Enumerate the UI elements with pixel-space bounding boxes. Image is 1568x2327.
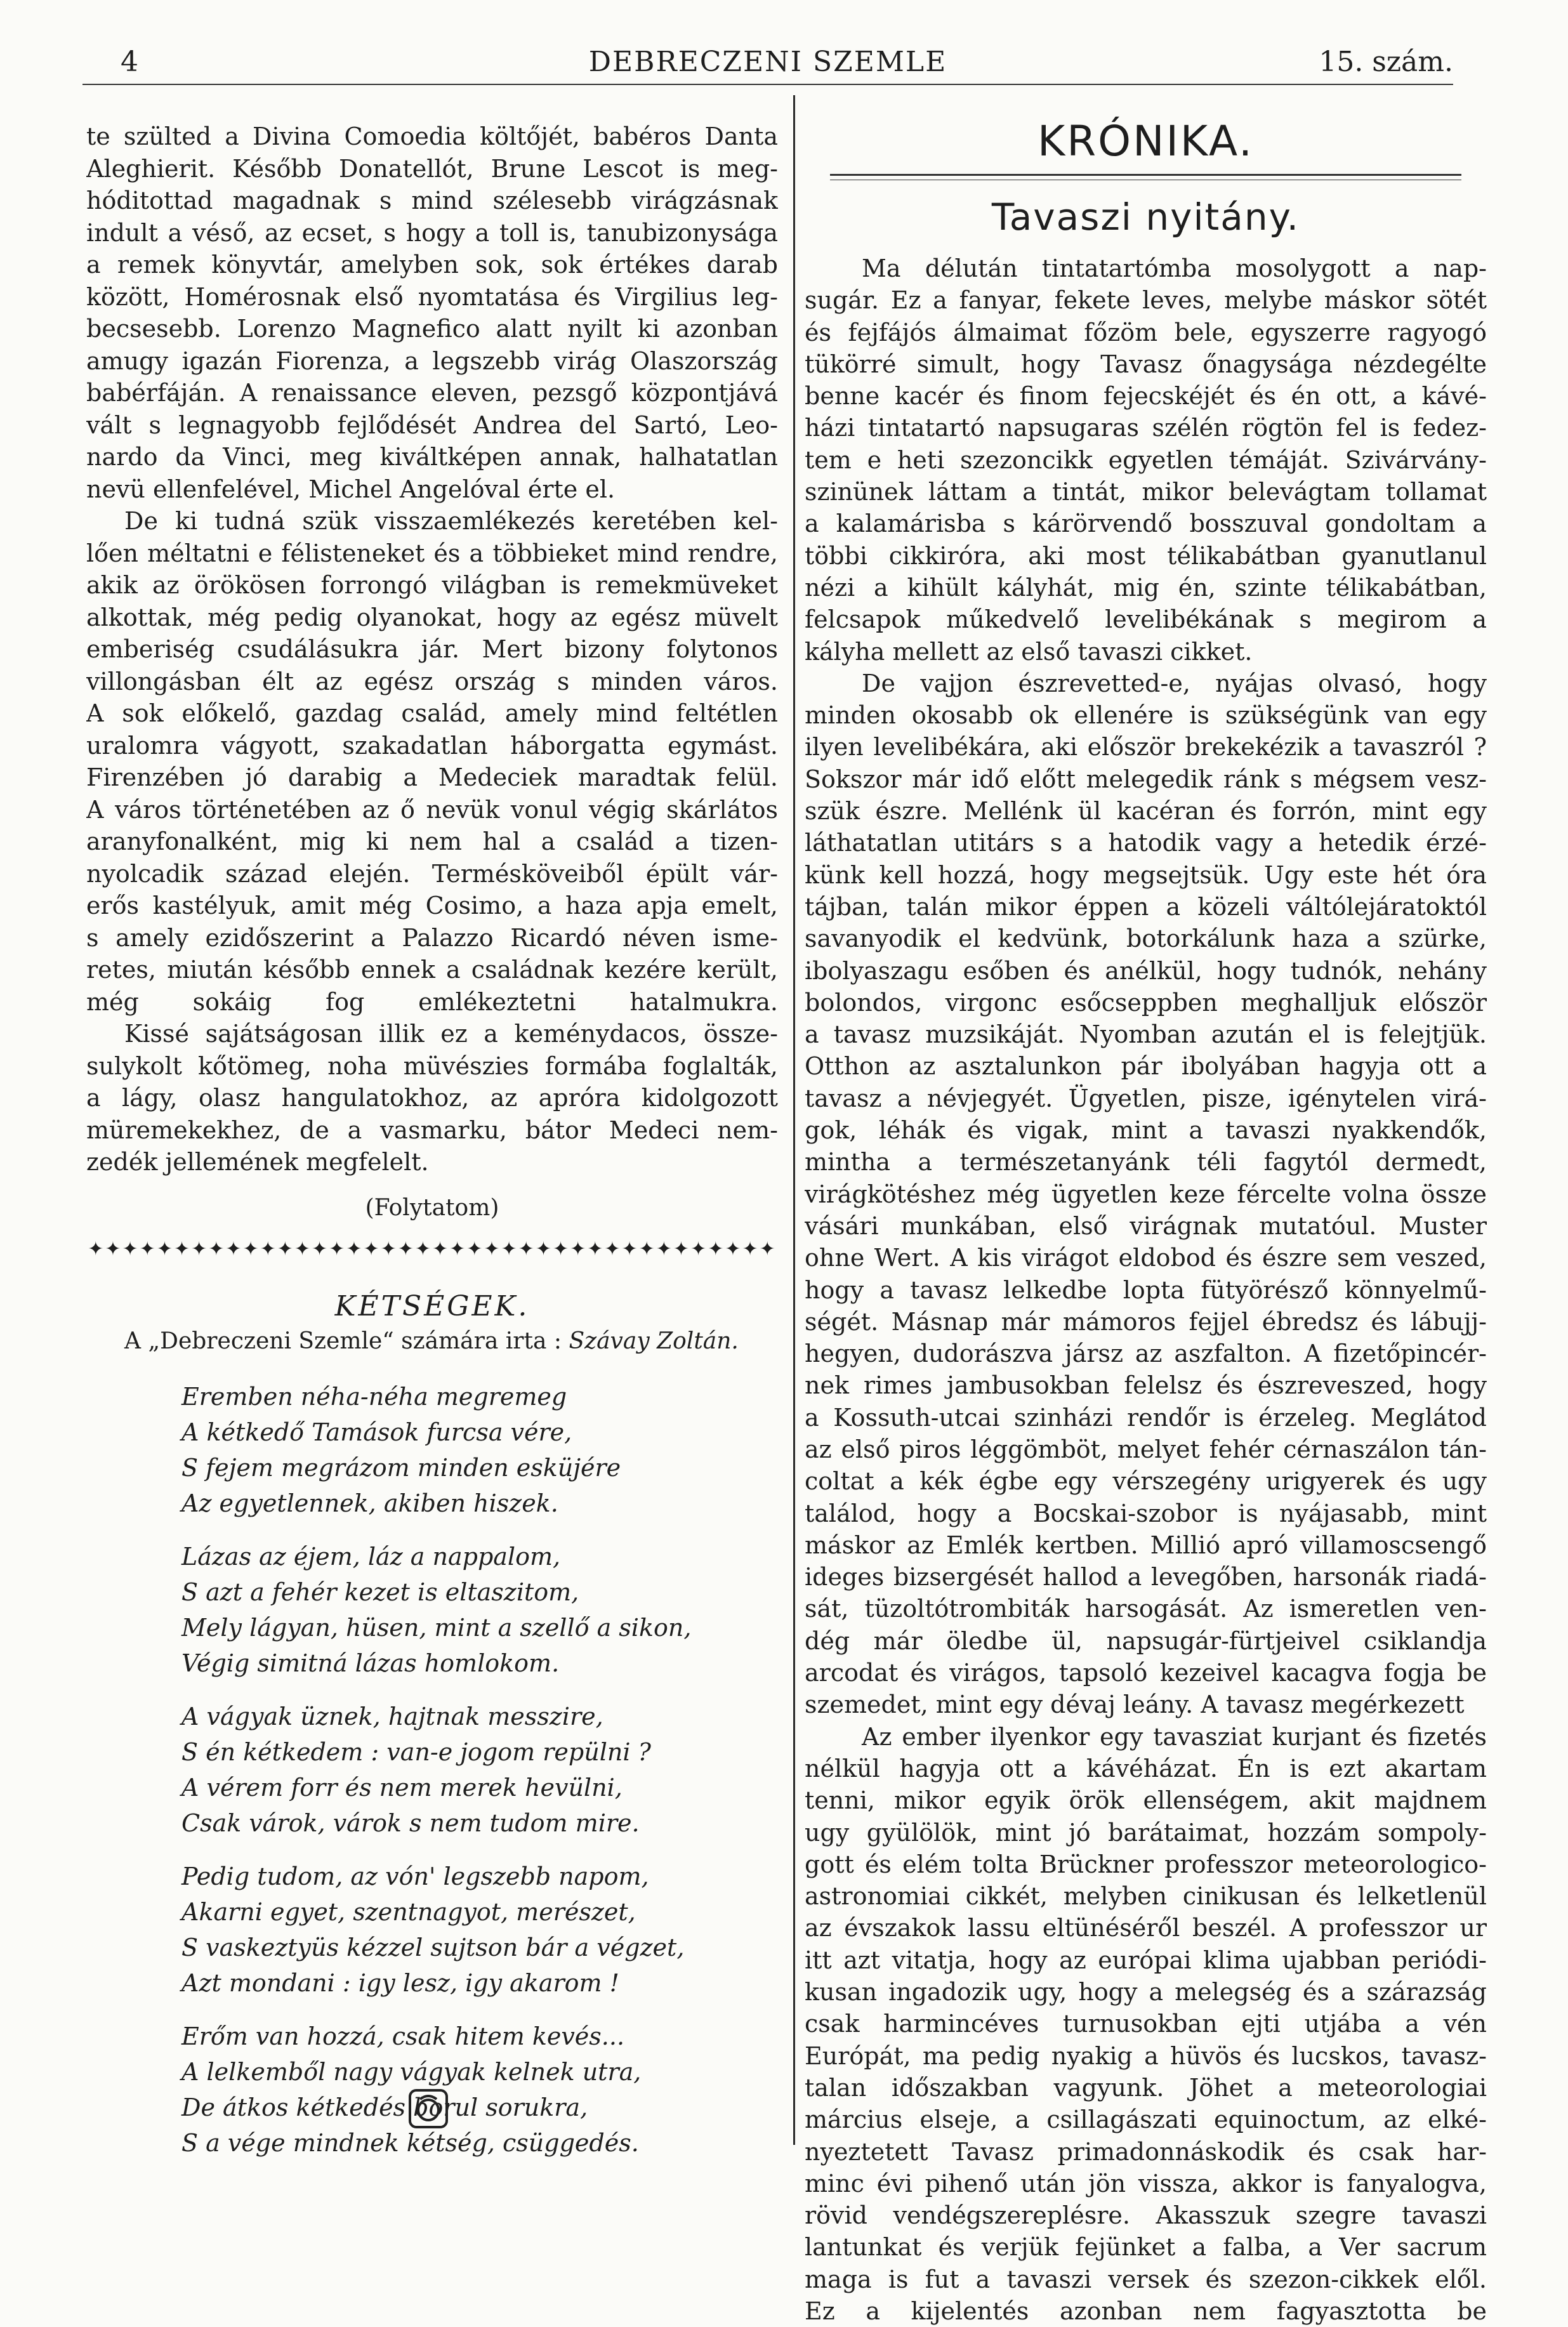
poem-stanza	[181, 2019, 778, 2161]
text-line: Aleghierit. Később Donatellót, Brune Lescot is meg-	[86, 154, 778, 183]
text-line: sulykolt kőtömeg, noha müvészies formába foglalták,	[86, 1051, 778, 1080]
poem-line: Pedig tudom, az vón' legszebb napom,	[181, 1862, 649, 1890]
poem-line: Eremben néha-néha megremeg	[181, 1382, 567, 1411]
page-number: 4	[121, 46, 138, 78]
poem-line: Csak várok, várok s nem tudom mire.	[181, 1809, 640, 1837]
text-line: nyolcadik század elején. Termésköveiből épült vár-	[86, 859, 778, 888]
text-line: De vajjon észrevetted-e, nyájas olvasó, hogy	[862, 669, 1487, 697]
text-line: retes, miután később ennek a családnak kezére került,	[86, 956, 778, 984]
text-line: nevü ellenfelével, Michel Angelóval érte el.	[86, 475, 616, 503]
poem-stanza	[181, 1859, 778, 2001]
poem-line: A lelkemből nagy vágyak kelnek utra,	[181, 2057, 642, 2086]
poem-line: S azt a fehér kezet is eltaszitom,	[181, 1578, 579, 1606]
text-line: nyeztetett Tavasz primadonnáskodik és csak har-	[805, 2137, 1487, 2166]
text-line: tükörré simult, hogy Tavasz őnagysága nézdegélte	[805, 350, 1487, 378]
text-line: és fejfájós álmaimat főzöm bele, egyszerre ragyogó	[805, 318, 1487, 346]
text-line: sugár. Ez a fanyar, fekete leves, melybe máskor sötét	[805, 286, 1487, 315]
text-line: A város történetében az ő nevük vonul végig skárlátos	[86, 795, 778, 824]
text-line: Európát, ma pedig nyakig a hüvös és lucskos, tavasz-	[805, 2041, 1487, 2070]
poem-byline	[124, 1328, 778, 1361]
poem-stanza	[181, 1539, 778, 1681]
poem-stanza	[181, 1699, 778, 1841]
text-line: ugy gyülölök, mint jó barátaimat, hozzám sompoly-	[805, 1818, 1487, 1847]
text-line: vásári munkában, első virágnak mutatóul. Muster	[805, 1211, 1487, 1240]
header-rule	[82, 84, 1453, 85]
ornament-divider: ✦✦✦✦✦✦✦✦✦✦✦✦✦✦✦✦✦✦✦✦✦✦✦✦✦✦✦✦✦✦✦✦✦✦✦✦✦✦✦✦	[88, 1237, 777, 1260]
text-line: hogy a tavasz lelkedbe lopta fütyörésző könnyelmű-	[805, 1276, 1487, 1304]
text-line: maga is fut a tavaszi versek és szezon-cikkek elől.	[805, 2265, 1487, 2293]
text-line: a tavasz muzsikáját. Nyomban azután el is felejtjük.	[805, 1020, 1487, 1049]
text-line: tem e heti szezoncikk egyetlen témáját. Szivárvány-	[805, 445, 1487, 474]
text-line: Ma délután tintatartómba mosolygott a nap-	[862, 254, 1487, 282]
right-column	[805, 117, 1487, 2327]
text-line: szemedet, mint egy dévaj leány. A tavasz megérkezett	[805, 1691, 1465, 1719]
text-line: aranyfonalként, mig ki nem hal a család a tizen-	[86, 827, 778, 855]
poem-body	[86, 1379, 778, 2161]
text-line: s amely ezidőszerint a Palazzo Ricardó néven isme-	[86, 923, 778, 952]
poem-line: De átkos kétkedés borul sorukra,	[181, 2093, 588, 2121]
continued-note: (Folytatom)	[365, 1194, 499, 1221]
text-line: csak harmincéves turnusokban ejti utjába a vén	[805, 2010, 1487, 2038]
issue-number: 15. szám.	[1319, 46, 1453, 78]
poem-line: Lázas az éjem, láz a nappalom,	[181, 1542, 561, 1571]
text-line: alkottak, még pedig olyanokat, hogy az egész müvelt	[86, 603, 778, 631]
text-line: sát, tüzoltótrombiták harsogását. Az ismeretlen ven-	[805, 1595, 1487, 1623]
text-line: hóditottad magadnak s mind szélesebb virágzásnak	[86, 187, 778, 214]
text-line: szük észre. Mellénk ül kacéran és forrón, mint egy	[805, 797, 1487, 826]
poem-line: Azt mondani : igy lesz, igy akarom !	[181, 1968, 619, 1997]
text-line: coltat a kék égbe egy vérszegény urigyerek és ugy	[805, 1467, 1487, 1496]
text-line: te szülted a Divina Comoedia költőjét, babéros Danta	[86, 122, 778, 150]
text-line: benne kacér és finom fejecskéjét és én ott, a kávé-	[805, 382, 1487, 411]
text-line: lően méltatni e félisteneket és a többieket mind rendre,	[86, 539, 778, 567]
text-line: mintha a természetanyánk téli fagytól dermedt,	[805, 1148, 1487, 1177]
text-line: az első piros léggömböt, melyet fehér cérnaszálon tán-	[805, 1435, 1487, 1463]
poem-title: KÉTSÉGEK.	[334, 1289, 530, 1322]
text-line: a Kossuth-utcai szinházi rendőr is érzeleg. Meglátod	[805, 1403, 1487, 1432]
text-line: minc évi pihenő után jön vissza, akkor is fanyalogva,	[805, 2169, 1487, 2198]
text-line: március elseje, a csillagászati equinoctum, az elké-	[805, 2106, 1487, 2134]
text-line: Sokszor már idő előtt melegedik ránk s mégsem vesz-	[805, 765, 1487, 793]
poem-line: Mely lágyan, hüsen, mint a szellő a sikon,	[181, 1613, 692, 1642]
text-line: Az ember ilyenkor egy tavasziat kurjant és fizetés	[862, 1722, 1487, 1751]
text-line: láthatatlan utitárs s a hatodik vagy a hetedik érzé-	[805, 829, 1487, 857]
poem-line: Az egyetlennek, akiben hiszek.	[181, 1489, 558, 1517]
text-line: De ki tudná szük visszaemlékezés keretében kel-	[124, 507, 778, 535]
text-line: az évszakok lassu eltünéséről beszél. A professzor ur	[805, 1914, 1487, 1942]
text-line: indult a véső, az ecset, s hogy a toll is, tanubizonysága	[86, 218, 778, 247]
text-line: nardo da Vinci, meg kiváltképen annak, halhatatlan	[86, 443, 778, 471]
text-line: tájban, talán mikor éppen a közeli váltólejáratoktól	[805, 892, 1487, 921]
text-line: talan időszakban vagyunk. Jöhet a meteorologiai	[805, 2073, 1487, 2102]
poem-line: Erőm van hozzá, csak hitem kevés...	[181, 2022, 625, 2050]
text-line: arcodat és virágos, tapsoló kezeivel kacagva fogja be	[805, 1659, 1487, 1687]
article-continuation	[86, 121, 778, 1178]
text-line: a remek könyvtár, amelyben sok, sok értékes darab	[86, 251, 778, 279]
poem-line: A vágyak üznek, hajtnak messzire,	[181, 1702, 603, 1730]
text-line: künk kell hozzá, hogy megsejtsük. Ugy este hét óra	[805, 860, 1487, 889]
printer-logo-icon	[406, 2086, 451, 2131]
text-line: astronomiai cikkét, melyben cinikusan és lelketlenül	[805, 1882, 1487, 1911]
text-line: ideges bizsergését hallod a levegőben, harsonák riadá-	[805, 1563, 1487, 1592]
text-line: nézi a kihült kályhát, mig én, szinte télikabátban,	[805, 573, 1487, 602]
text-line: szinünek láttam a tintát, mikor belevágtam tollamat	[805, 478, 1487, 506]
text-line: a kalamárisba s kárörvendő bosszuval gondoltam a	[805, 510, 1487, 538]
text-line: babérfáján. A renaissance eleven, pezsgő központjává	[86, 379, 778, 407]
poem-line: Végig simitná lázas homlokom.	[181, 1649, 560, 1677]
text-line: amugy igazán Fiorenza, a legszebb virág Olaszország	[86, 346, 778, 375]
text-line: müremekekhez, de a vasmarku, bátor Medeci nem-	[86, 1116, 778, 1144]
text-line: Ez a kijelentés azonban nem fagyasztotta be	[805, 2297, 1487, 2325]
poem-stanza	[181, 1379, 778, 1521]
poem-line: Akarni egyet, szentnagyot, merészet,	[181, 1897, 636, 1926]
poem-author: Szávay Zoltán.	[569, 1328, 739, 1354]
text-line: A sok előkelő, gazdag család, amely mind feltétlen	[86, 699, 778, 727]
text-line: lantunkat és verjük fejünket a falba, a Ver sacrum	[805, 2233, 1487, 2262]
text-line: Kissé sajátságosan illik ez a keménydacos, össze-	[124, 1020, 778, 1048]
text-line: rövid vendégszereplésre. Akasszuk szegre tavaszi	[805, 2201, 1487, 2230]
page-header	[82, 46, 1453, 84]
text-line: Firenzében jó darabig a Medeciek maradtak felül.	[86, 763, 778, 791]
text-line: zedék jellemének megfelelt.	[86, 1148, 429, 1176]
text-line: itt azt vitatja, hogy az európai klima ujabban periódi-	[805, 1946, 1487, 1974]
chronicle-text	[805, 253, 1487, 2327]
text-line: a lágy, olasz hangulatokhoz, az apróra kidolgozott	[86, 1084, 778, 1112]
article-subtitle: Tavaszi nyitány.	[991, 195, 1300, 239]
text-line: kusan ingadozik ugy, hogy a melegség és a szárazság	[805, 1978, 1487, 2007]
text-line: minden okosabb ok ellenére is szükségünk van egy	[805, 701, 1487, 730]
text-line: virágkötéshez még ügyetlen keze fércelte volna össze	[805, 1180, 1487, 1208]
text-line: még sokáig fog emlékeztetni hatalmukra.	[86, 987, 778, 1016]
poem-line: S a vége mindnek kétség, csüggedés.	[181, 2128, 639, 2157]
text-line: akik az örökösen forrongó világban is remekmüveket	[86, 571, 778, 599]
text-line: többi cikkiróra, aki most télikabátban gyanutlanul	[805, 541, 1487, 570]
poem-line: A vérem forr és nem merek hevülni,	[181, 1773, 623, 1802]
text-line: ohne Wert. A kis virágot eldobod és észre sem veszed,	[805, 1244, 1487, 1272]
section-rule	[830, 174, 1461, 176]
text-line: savanyodik el kedvünk, botorkálunk haza a szürke,	[805, 925, 1487, 953]
text-line: máskor az Emlék kertben. Millió apró villamoscsengő	[805, 1531, 1487, 1559]
text-line: felcsapok műkedvelő levelibékának s megirom a	[805, 605, 1487, 634]
text-line: házi tintatartó napsugaras szélén rögtön fel is fedez-	[805, 414, 1487, 442]
left-column	[86, 121, 778, 2161]
poem-line: A kétkedő Tamások furcsa vére,	[181, 1418, 572, 1446]
text-line: ségét. Másnap már mámoros fejjel ébredsz és lábujj-	[805, 1307, 1487, 1336]
text-line: gok, léhák és vigak, mint a tavaszi nyakkendők,	[805, 1116, 1487, 1145]
poem-line: S vaskeztyüs kézzel sujtson bár a végzet,	[181, 1933, 685, 1961]
text-line: ibolyaszagu esőben és anélkül, hogy tudnók, nehány	[805, 956, 1487, 985]
text-line: uralomra vágyott, szakadatlan háborgatta egymást.	[86, 731, 778, 760]
byline-prefix: A „Debreczeni Szemle“ számára irta :	[124, 1328, 562, 1354]
text-line: tavasz a névjegyét. Ügyetlen, pisze, igénytelen virá-	[805, 1084, 1487, 1112]
text-line: nélkül hagyja ott a kávéházat. Én is ezt akartam	[805, 1754, 1487, 1783]
section-title: KRÓNIKA.	[1037, 117, 1254, 166]
column-divider	[793, 95, 795, 2145]
text-line: között, Homérosnak első nyomtatása és Virgilius leg-	[86, 282, 778, 311]
text-line: hegyen, dudorászva jársz az aszfalton. A fizetőpincér-	[805, 1340, 1487, 1368]
text-line: becsesebb. Lorenzo Magnefico alatt nyilt ki azonban	[86, 315, 778, 343]
text-line: villongásban élt az egész ország s minden város.	[86, 667, 778, 695]
text-line: bolondos, virgonc esőcseppben meghalljuk először	[805, 988, 1487, 1017]
text-line: erős kastélyuk, amit még Cosimo, a haza apja emelt,	[86, 892, 778, 920]
text-line: gott és elém tolta Brückner professzor meteorologico-	[805, 1850, 1487, 1878]
text-line: kályha mellett az első tavaszi cikket.	[805, 637, 1253, 666]
text-line: emberiség csudálásukra jár. Mert bizony folytonos	[86, 635, 778, 663]
poem-line: S én kétkedem : van-e jogom repülni ?	[181, 1737, 651, 1766]
journal-title: DEBRECZENI SZEMLE	[588, 46, 947, 78]
text-line: vált s legnagyobb fejlődését Andrea del Sartó, Leo-	[86, 411, 778, 439]
text-line: nek rimes jambusokban felelsz és észreveszed, hogy	[805, 1371, 1487, 1400]
poem-line: S fejem megrázom minden esküjére	[181, 1453, 621, 1482]
text-line: találod, hogy a Bocskai-szobor is nyájasabb, mint	[805, 1499, 1487, 1527]
text-line: Otthon az asztalunkon pár ibolyában hagyja ott a	[805, 1052, 1487, 1081]
text-line: tenni, mikor egyik örök ellenségem, akit majdnem	[805, 1786, 1487, 1815]
text-line: ilyen levelibékára, aki először brekekézik a tavaszról ?	[805, 733, 1487, 761]
text-line: dég már öledbe ül, napsugár-fürtjeivel csiklandja	[805, 1626, 1487, 1655]
